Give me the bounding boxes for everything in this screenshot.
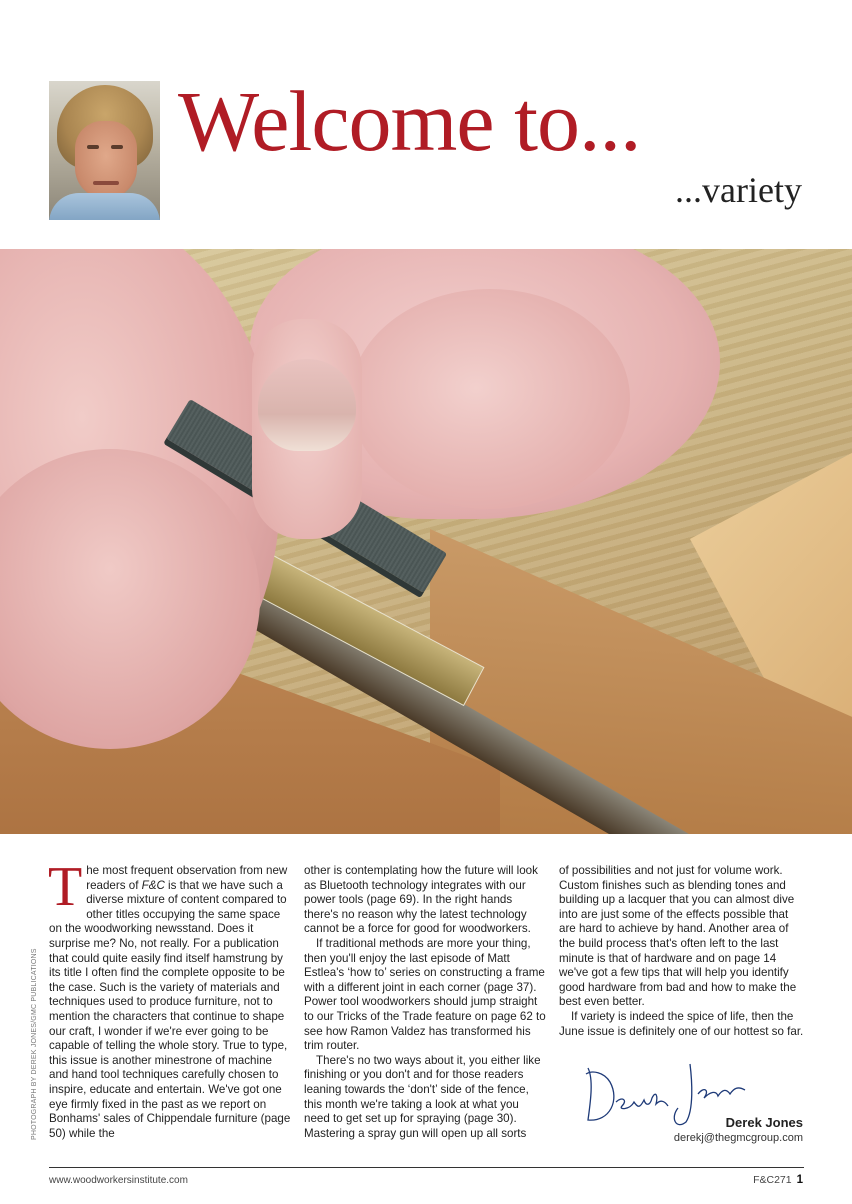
footer-divider [49,1167,804,1168]
page-number: 1 [796,1174,803,1186]
page-subtitle: ...variety [675,170,802,210]
article-paragraph: There's no two ways about it, you either like finishing or you don't and for those readers leaning towards the ‘don't’ side of the fence, this month we're taking a look at what you need to get set up for spraying (page 30). Mastering a spray gun will open up all sorts [304,1053,541,1140]
footer-issue-info [753,1174,803,1186]
drop-cap: T [48,856,83,918]
footer-website-link[interactable]: www.woodworkersinstitute.com [49,1175,188,1186]
photo-credit: PHOTOGRAPH BY DEREK JONES/GMC PUBLICATIONS [31,948,38,1140]
author-email-link[interactable]: derekj@thegmcgroup.com [673,1132,803,1144]
article-paragraph: If traditional methods are more your thing, then you'll enjoy the last episode of Matt Estlea's ‘how to’ series on constructing a frame with a different joint in each corner (page 37). Power tool woodworkers should jump straight to our Tricks of the Trade feature on page 62 to see how Ramon Valdez has transformed his trim router. [304,936,546,1053]
signature-image [580,1060,750,1130]
editor-headshot [49,81,160,220]
article-paragraph: of possibilities and not just for volume work. Custom finishes such as blending tones and building up a lacquer that you can almost dive into are just some of the effects possible that are hard to achieve by hand. Another area of the build process that's often left to the last minute is that of hardware and on page 14 we've got a few tips that will help you identify good hardware from bad and how to make the best even better. [559,864,797,1009]
article-paragraph: other is contemplating how the future will look as Bluetooth technology integrates with our power tools (page 69). In the right hands there's no reason why the latest technology cannot be a force for good for woodworkers. [304,864,538,936]
article-column-2 [304,864,546,1141]
magazine-name: F&C [141,878,165,892]
article-column-1 [48,856,291,1141]
article-paragraph: If variety is indeed the spice of life, then the June issue is definitely one of our hottest so far. [559,1009,804,1038]
article-paragraph [48,856,291,1141]
hero-photo [0,249,852,834]
paragraph-text: he most frequent observation from new readers of F&C is that we have such a diverse mixture of content compared to other titles occupying the same space on the woodworking newsstand. Does it surprise me? No, not really. For a publication that could quite easily find itself hamstrung by its title I often find the complete opposite to be the case. Such is the variety of materials and techniques used to produce furniture, not to mention the characters that continue to shape our craft, I wonder if we're ever going to be capable of telling the whole story. True to type, this issue is another minestrone of machine and hand tool techniques carefully chosen to inspire, educate and entertain. We've got one eye firmly fixed in the past as we report on Bonhams' sales of Chippendale furniture (page 50) while the [49,864,291,1140]
page-title: Welcome to... [178,73,641,169]
author-name: Derek Jones [725,1115,803,1130]
issue-number: F&C271 [753,1174,792,1186]
